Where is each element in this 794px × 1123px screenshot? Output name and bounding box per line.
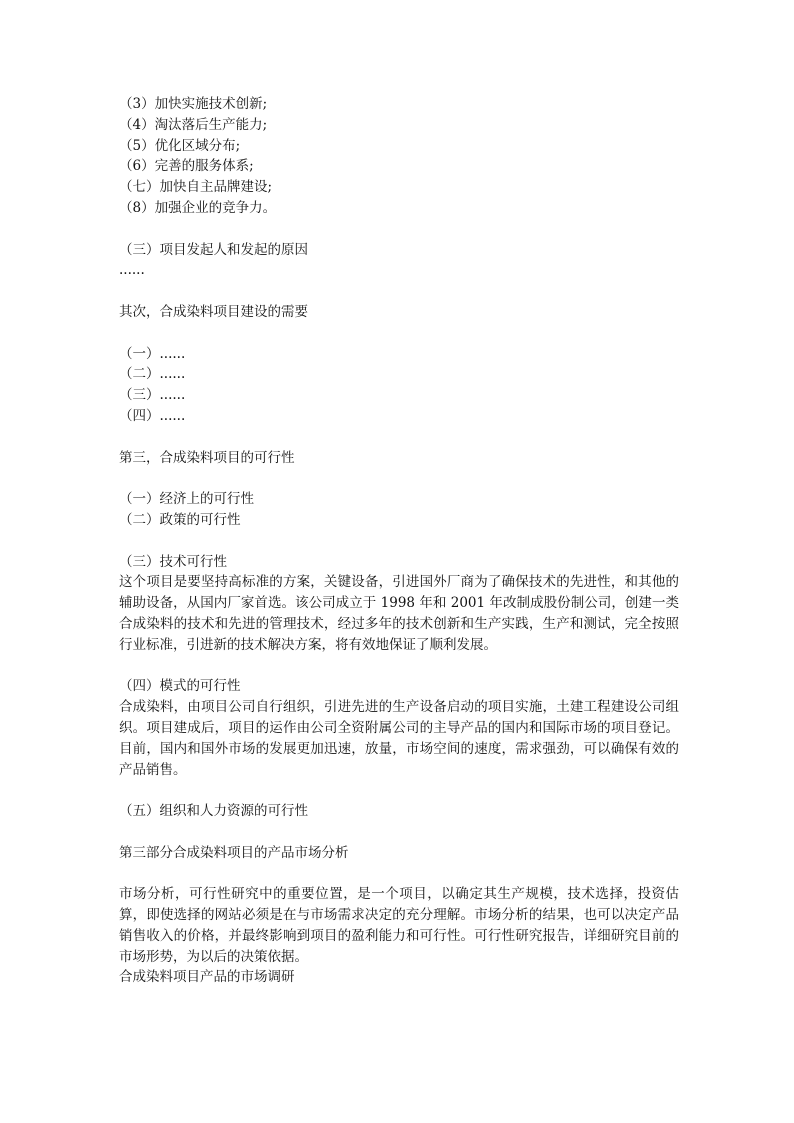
spacer bbox=[119, 863, 679, 884]
need-list bbox=[119, 344, 679, 427]
document-page bbox=[119, 94, 679, 988]
list-item: （七）加快自主品牌建设; bbox=[119, 179, 273, 196]
spacer bbox=[119, 323, 679, 344]
market-research-subheading: 合成染料项目产品的市场调研 bbox=[119, 969, 295, 986]
spacer bbox=[119, 822, 679, 843]
measures-list bbox=[119, 94, 679, 219]
mode-feasibility-heading: （四）模式的可行性 bbox=[119, 678, 241, 695]
spacer bbox=[119, 219, 679, 240]
part3-heading: 第三部分合成染料项目的产品市场分析 bbox=[119, 844, 349, 861]
ellipsis-text: ...... bbox=[119, 262, 145, 279]
list-item: （二）政策的可行性 bbox=[119, 511, 241, 528]
list-item: （二）...... bbox=[119, 366, 186, 383]
list-item: （一）经济上的可行性 bbox=[119, 491, 254, 508]
list-item: （3）加快实施技术创新; bbox=[119, 96, 268, 112]
list-item: （三）...... bbox=[119, 387, 186, 404]
spacer bbox=[119, 468, 679, 489]
feasibility-list bbox=[119, 489, 679, 531]
spacer bbox=[119, 281, 679, 302]
list-item: （一）...... bbox=[119, 345, 186, 362]
spacer bbox=[119, 531, 679, 552]
list-item: （5）优化区域分布; bbox=[119, 137, 241, 154]
org-feasibility-heading: （五）组织和人力资源的可行性 bbox=[119, 803, 308, 820]
mode-feasibility-body: 合成染料，由项目公司自行组织，引进先进的生产设备启动的项目实施，土建工程建设公司组织。项目建成后，项目的运作由公司全资附属公司的主导产品的国内和国际市场的项目登记。目前，国内和国外市场的发展更加迅速，放量，市场空间的速度，需求强劲，可以确保有效的产品销售。 bbox=[119, 699, 679, 778]
spacer bbox=[119, 656, 679, 677]
list-item: （四）...... bbox=[119, 407, 186, 424]
section-heading-initiator: （三）项目发起人和发起的原因 bbox=[119, 241, 308, 258]
section-heading-need: 其次，合成染料项目建设的需要 bbox=[119, 303, 308, 320]
section-heading-feasibility: 第三，合成染料项目的可行性 bbox=[119, 449, 295, 466]
tech-feasibility-heading: （三）技术可行性 bbox=[119, 553, 227, 570]
market-analysis-body: 市场分析，可行性研究中的重要位置，是一个项目，以确定其生产规模，技术选择，投资估算，即使选择的网站必须是在与市场需求决定的充分理解。市场分析的结果，也可以决定产品销售收入的价格，并最终影响到项目的盈利能力和可行性。可行性研究报告，详细研究目前的市场形势，为以后的决策依据。 bbox=[119, 886, 679, 965]
list-item: （6）完善的服务体系; bbox=[119, 158, 254, 175]
spacer bbox=[119, 780, 679, 801]
list-item: （4）淘汰落后生产能力; bbox=[119, 116, 268, 133]
tech-feasibility-body: 这个项目是要坚持高标准的方案，关键设备，引进国外厂商为了确保技术的先进性，和其他的辅助设备，从国内厂家首选。该公司成立于 1998 年和 2001 年改制成股份制公司，创建一类合成染料的技术和先进的管理技术，经过多年的技术创新和生产实践，生产和测试，完全按照行业标准，引进新的技术解决方案，将有效地保证了顺利发展。 bbox=[119, 574, 679, 653]
list-item: （8）加强企业的竞争力。 bbox=[119, 199, 277, 216]
spacer bbox=[119, 427, 679, 448]
